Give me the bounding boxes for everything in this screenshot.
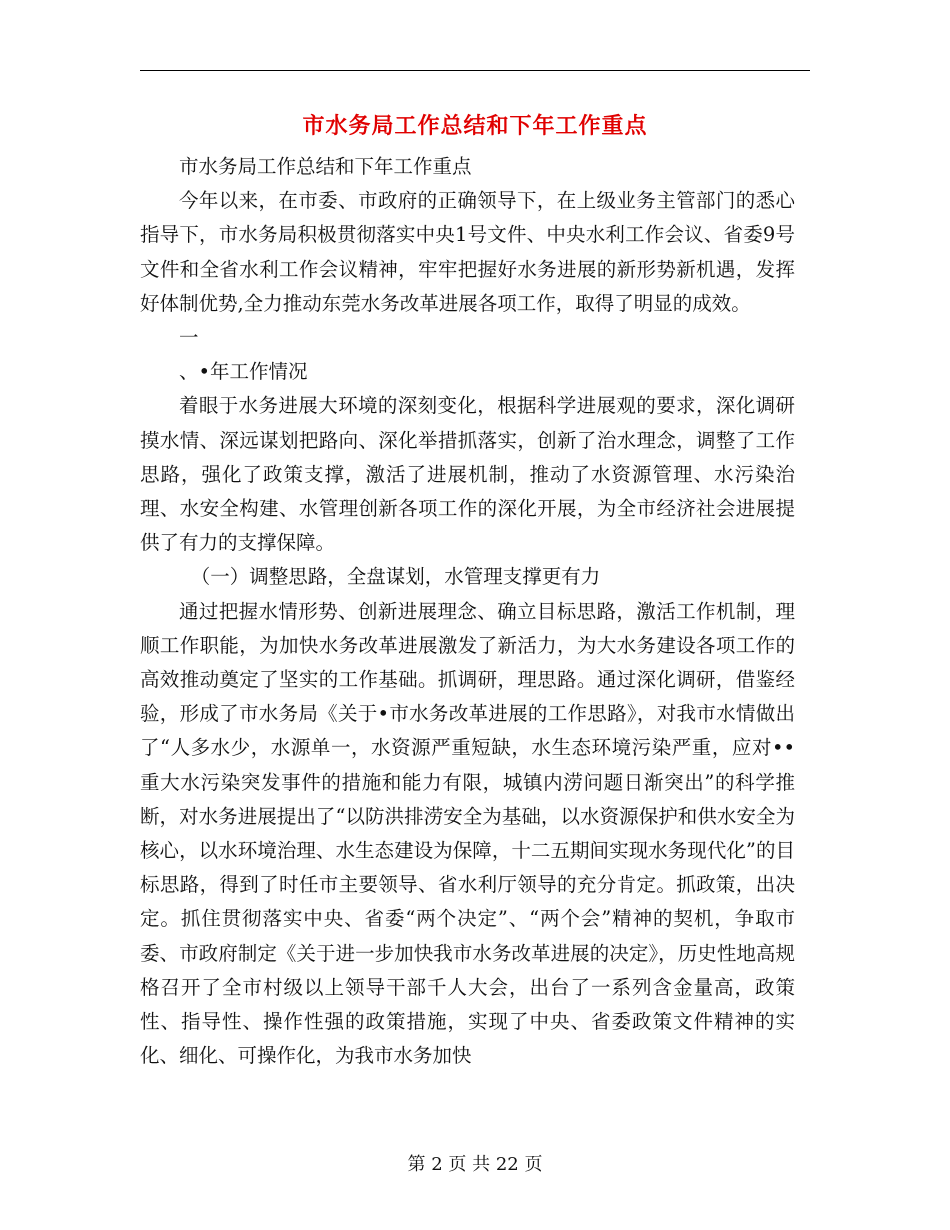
- document-title: 市水务局工作总结和下年工作重点: [302, 113, 648, 139]
- body-paragraph-overview: 着眼于水务进展大环境的深刻变化，根据科学进展观的要求，深化调研摸水情、深远谋划把路向、深化举措抓落实，创新了治水理念，调整了工作思路，强化了政策支撑，激活了进展机制，推动了水资源管理、水污染治理、水安全构建、水管理创新各项工作的深化开展，为全市经济社会进展提供了有力的支撑保障。: [140, 394, 795, 555]
- body-paragraph-intro: 今年以来，在市委、市政府的正确领导下，在上级业务主管部门的悉心指导下，市水务局积极贯彻落实中央1号文件、中央水利工作会议、省委9号文件和全省水利工作会议精神，牢牢把握好水务进展的新形势新机遇，发挥好体制优势,全力推动东莞水务改革进展各项工作，取得了明显的成效。: [140, 189, 795, 315]
- body-paragraph-detail: 通过把握水情形势、创新进展理念、确立目标思路，激活工作机制，理顺工作职能，为加快水务改革进展激发了新活力，为大水务建设各项工作的高效推动奠定了坚实的工作基础。抓调研，理思路。通过深化调研，借鉴经验，形成了市水务局《关于•市水务改革进展的工作思路》，对我市水情做出了“人多水少，水源单一，水资源严重短缺，水生态环境污染严重，应对••重大水污染突发事件的措施和能力有限，城镇内涝问题日渐突出”的科学推断，对水务进展提出了“以防洪排涝安全为基础，以水资源保护和供水安全为核心，以水环境治理、水生态建设为保障，十二五期间实现水务现代化”的目标思路，得到了时任市主要领导、省水利厅领导的充分肯定。抓政策，出决定。抓住贯彻落实中央、省委“两个决定”、“两个会”精神的契机，争取市委、市政府制定《关于进一步加快我市水务改革进展的决定》，历史性地高规格召开了全市村级以上领导干部千人大会，出台了一系列含金量高，政策性、指导性、操作性强的政策措施，实现了中央、省委政策文件精神的实化、细化、可操作化，为我市水务加快: [140, 599, 795, 1068]
- section-heading: 、•年工作情况: [179, 360, 308, 384]
- document-body: [140, 150, 795, 1073]
- section-number: 一: [179, 326, 199, 350]
- header-rule: [140, 70, 810, 71]
- subsection-heading: （一）调整思路，全盘谋划，水管理支撑更有力: [190, 565, 601, 589]
- body-paragraph-subtitle: 市水务局工作总结和下年工作重点: [179, 155, 472, 178]
- page-footer: 第 2 页 共 22 页: [407, 1154, 543, 1175]
